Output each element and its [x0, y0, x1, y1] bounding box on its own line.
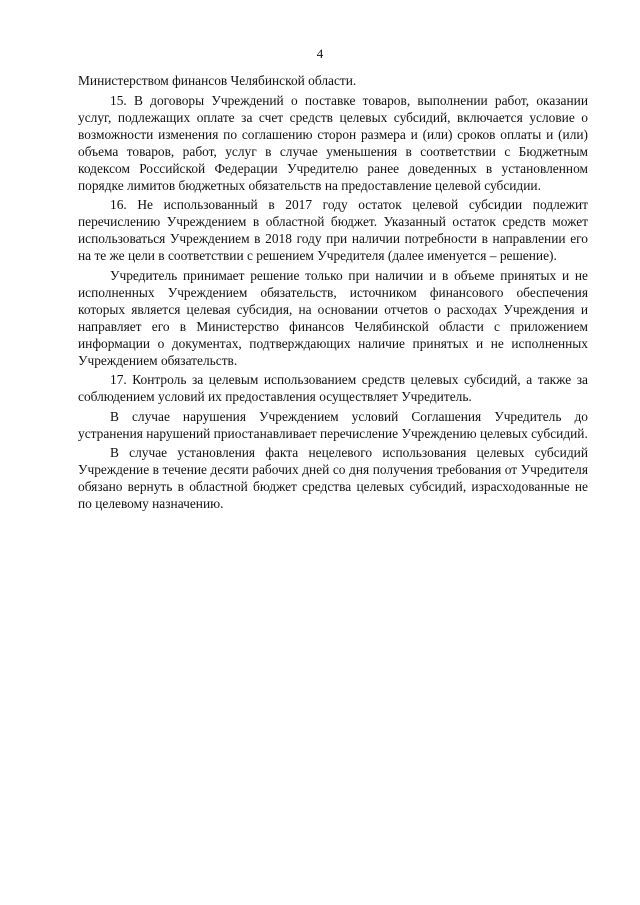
paragraph-misuse-return: В случае установления факта нецелевого использования целевых субсидий Учреждение в течение десяти рабочих дней со дня получения требования от Учредителя обязано вернуть в областной бюджет средства целевых субсидий, израсходованные не по целевому назначению. [78, 445, 588, 511]
paragraph-item-16: 16. Не использованный в 2017 году остаток целевой субсидии подлежит перечислению Учреждением в областной бюджет. Указанный остаток средств может использоваться Учреждением в 2018 году при наличии потребности в направлении его на те же цели в соответствии с решением Учредителя (далее именуется – решение). [78, 197, 588, 263]
paragraph-violation-suspension: В случае нарушения Учреждением условий Соглашения Учредитель до устранения нарушений приостанавливает перечисление Учреждению целевых субсидий. [78, 408, 588, 441]
paragraph-item-17: 17. Контроль за целевым использованием средств целевых субсидий, а также за соблюдением условий их предоставления осуществляет Учредитель. [78, 372, 588, 404]
paragraph-founder-decision: Учредитель принимает решение только при наличии и в объеме принятых и не исполненных Учреждением обязательств, источником финансового обеспечения которых является целевая субсидия, на основании отчетов о расходах Учреждения и направляет его в Министерство финансов Челябинской области с приложением информации о документах, подтверждающих наличие принятых и не исполненных Учреждением обязательств. [78, 267, 588, 368]
paragraph-item-15: 15. В договоры Учреждений о поставке товаров, выполнении работ, оказании услуг, подлежащих оплате за счет средств целевых субсидий, включается условие о возможности изменения по соглашению сторон размера и (или) сроков оплаты и (или) объема товаров, работ, услуг в случае уменьшения в соответствии с Бюджетным кодексом Российской Федерации Учредителю ранее доведенных в установленном порядке лимитов бюджетных обязательств на предоставление целевой субсидии. [78, 92, 588, 193]
paragraph-continuation: Министерством финансов Челябинской области. [78, 73, 357, 88]
page-number: 4 [316, 46, 324, 61]
document-body [78, 72, 588, 515]
